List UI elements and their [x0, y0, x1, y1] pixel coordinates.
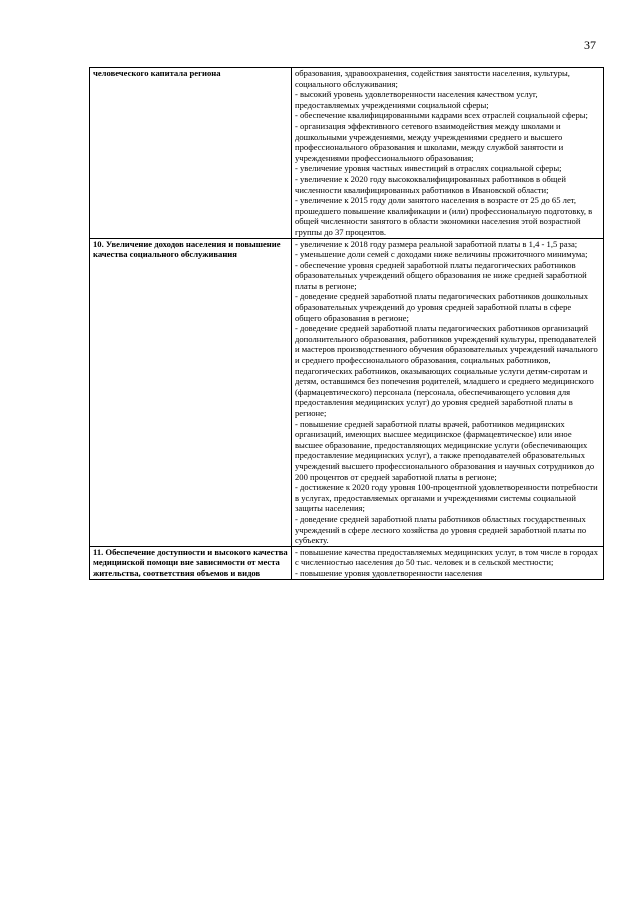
row-title: человеческого капитала региона	[90, 68, 292, 239]
description-line: - доведение средней заработной платы педагогических работников дошкольных образовательных учреждений до уровня средней заработной платы в сфере общего образования в регионе;	[295, 291, 589, 323]
row-title: 11. Обеспечение доступности и высокого качества медицинской помощи вне зависимости от места жительства, соответствия объемов и видов	[90, 546, 292, 579]
description-line: - доведение средней заработной платы работников областных государственных учреждений в сфере лесного хозяйства до уровня средней заработной платы по субъекту.	[295, 513, 587, 546]
description-line: образования, здравоохранения, содействия занятости населения, культуры, социального обслуживания;	[295, 68, 570, 89]
content-table	[89, 67, 604, 580]
table-row	[90, 238, 604, 546]
description-line: - повышение уровня удовлетворенности населения	[295, 567, 483, 578]
description-line: - увеличение к 2015 году доли занятого населения в возрасте от 25 до 65 лет, прошедшего повышение квалификации и (или) профессиональную подготовку, в общей численности занятого в области экономики населения этой возрастной группы до 37 процентов.	[295, 195, 593, 237]
description-line: - доведение средней заработной платы педагогических работников организаций дополнительного образования, работников учреждений культуры, преподавателей и мастеров производственного обучения образовательных учреждений начального и среднего профессионального образования, социальных работников, педагогических работников, оказывающих социальные услуги детям-сиротам и детям, оставшимся без попечения родителей, младшего и среднего медицинского (фармацевтического) персонала (персонала, обеспечивающего условия для предоставления медицинских услуг) до уровня средней заработной платы в регионе;	[295, 323, 598, 418]
description-line: - увеличение к 2018 году размера реальной заработной платы в 1,4 - 1,5 раза;	[295, 238, 578, 249]
description-line: - уменьшение доли семей с доходами ниже величины прожиточного минимума;	[295, 249, 588, 260]
table-row	[90, 546, 604, 579]
description-line: - обеспечение квалифицированными кадрами всех отраслей социальной сферы;	[295, 110, 588, 121]
description-line: - достижение к 2020 году уровня 100-процентной удовлетворенности потребности в услугах, предоставляемых органами и учреждениями системы социальной защиты населения;	[295, 482, 598, 514]
row-description	[292, 238, 604, 546]
description-line: - высокий уровень удовлетворенности населения качеством услуг, предоставляемых учреждениями социальной сферы;	[295, 89, 538, 110]
row-description	[292, 68, 604, 239]
description-line: - повышение качества предоставляемых медицинских услуг, в том числе в городах с численностью населения до 50 тыс. человек и в сельской местности;	[295, 546, 598, 568]
description-line: - увеличение к 2020 году высококвалифицированных работников в общей численности квалифицированных работников в Ивановской области;	[295, 173, 566, 195]
row-title: 10. Увеличение доходов населения и повышение качества социального обслуживания	[90, 238, 292, 546]
row-description	[292, 546, 604, 579]
table-row	[90, 68, 604, 239]
description-line: - увеличение уровня частных инвестиций в отраслях социальной сферы;	[295, 163, 562, 174]
description-line: - организация эффективного сетевого взаимодействия между школами и дошкольными учреждениями, между учреждениями среднего и высшего профессионального образования и школами, между службой занятости и учреждениями профессионального образования;	[295, 120, 564, 163]
description-line: - повышение средней заработной платы врачей, работников медицинских организаций, имеющих высшее медицинское (фармацевтическое) или иное высшее образование, предоставляющих медицинские услуги (обеспечивающих предоставление медицинских услуг), а также преподавателей образовательных учреждений высшего профессионального образования и научных сотрудников до 200 процентов от средней заработной платы в регионе;	[295, 418, 595, 482]
page-number: 37	[584, 38, 596, 52]
description-line: - обеспечение уровня средней заработной платы педагогических работников образовательных учреждений общего образования не ниже средней заработной платы в регионе;	[295, 259, 587, 291]
